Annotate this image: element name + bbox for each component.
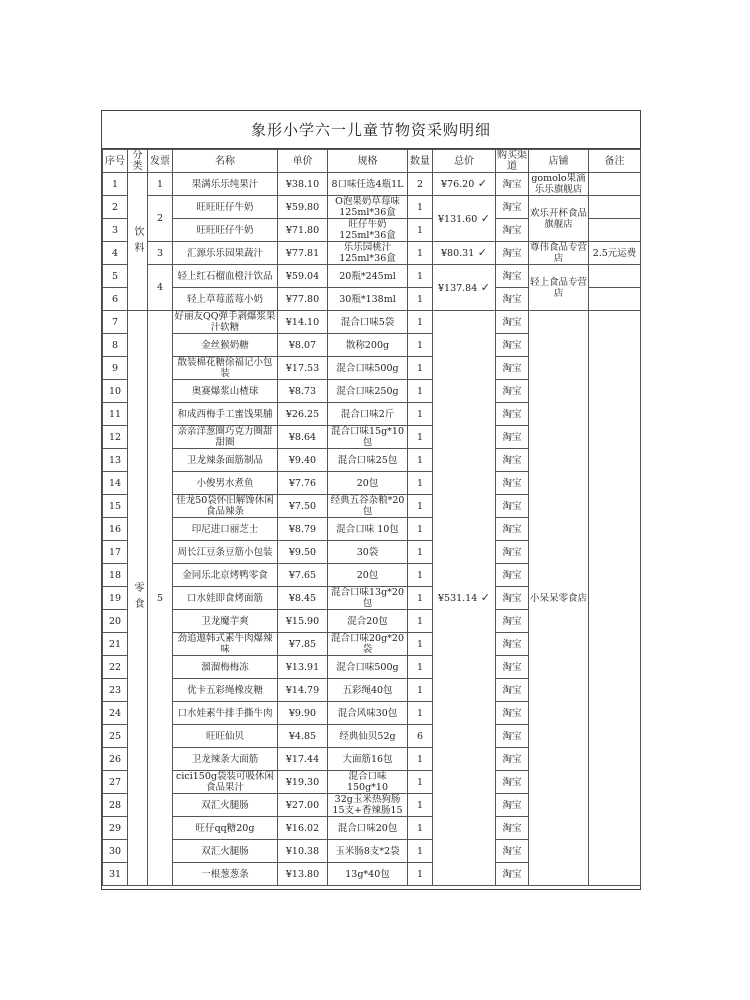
cell-store: 小呆呆零食店 [529,311,589,886]
cell-name: 和成西梅手工蜜饯果脯 [173,403,278,426]
cell-total [433,242,496,265]
cell-name: 双汇火腿肠 [173,840,278,863]
cell-price: ¥59.04 [278,265,328,288]
cell-spec: 散称200g [328,334,408,357]
cell-store: 尊伟食品专营店 [530,242,588,264]
cell-qty: 1 [408,472,433,495]
cell-no: 9 [103,357,128,380]
cell-qty: 6 [408,725,433,748]
cell-channel: 淘宝 [496,541,529,564]
cell-qty: 1 [408,817,433,840]
cell-no: 23 [103,679,128,702]
cell-qty: 2 [408,173,433,196]
cell-qty: 1 [408,518,433,541]
cell-price: ¥7.85 [278,633,328,656]
check-mark-icon: ✓ [477,591,490,604]
cell-name: 散装棉花糖徐福记小包装 [173,357,278,380]
cell-qty: 1 [408,610,433,633]
cell-price: ¥13.91 [278,656,328,679]
cell-price: ¥19.30 [278,771,328,794]
cell-price: ¥14.10 [278,311,328,334]
cell-note [589,311,641,886]
header-name: 名称 [173,150,278,173]
cell-qty: 1 [408,242,433,265]
cell-note [589,219,641,242]
cell-spec: 玉米肠8支*2袋 [328,840,408,863]
header-invoice: 发票 [148,150,173,173]
check-mark-icon: ✓ [477,280,490,294]
cell-spec: 30瓶*138ml [328,288,408,311]
cell-channel: 淘宝 [496,564,529,587]
cell-price: ¥8.07 [278,334,328,357]
cell-price: ¥7.65 [278,564,328,587]
cell-channel: 淘宝 [496,610,529,633]
cell-spec: 混合口味500g [328,357,408,380]
cell-qty: 1 [408,357,433,380]
cell-spec: 30袋 [328,541,408,564]
cell-no: 25 [103,725,128,748]
header-row [103,150,641,173]
cell-name: 卫龙魔芋爽 [173,610,278,633]
category-drinks: 饮料 [128,173,148,311]
cell-channel: 淘宝 [496,311,529,334]
invoice-3: 3 [148,242,173,265]
cell-spec: 混合口味13g*20包 [328,587,408,610]
cell-price: ¥7.50 [278,495,328,518]
cell-name: 奥赛爆浆山楂球 [173,380,278,403]
cell-price: ¥4.85 [278,725,328,748]
cell-price: ¥59.80 [278,196,328,219]
cell-spec: 混合风味30包 [328,702,408,725]
cell-note: 2.5元运费 [589,242,641,265]
cell-name: 金同乐北京烤鸭零食 [173,564,278,587]
cell-qty: 1 [408,265,433,288]
header-total: 总价 [433,150,496,173]
cell-no: 11 [103,403,128,426]
cell-no: 18 [103,564,128,587]
cell-qty: 1 [408,334,433,357]
cell-name: 旺旺仙贝 [173,725,278,748]
cell-channel: 淘宝 [496,725,529,748]
cell-no: 4 [103,242,128,265]
cell-channel: 淘宝 [496,794,529,817]
cell-no: 21 [103,633,128,656]
cell-spec: 混合口味 10包 [328,518,408,541]
cell-total [433,311,496,886]
cell-channel: 淘宝 [496,817,529,840]
total-value: ¥131.60 [437,213,478,225]
cell-spec: 混合口味150g*10 [328,771,408,794]
cell-no: 15 [103,495,128,518]
cell-qty: 1 [408,426,433,449]
cell-channel: 淘宝 [496,403,529,426]
cell-name: 卫龙辣条大面筋 [173,748,278,771]
cell-qty: 1 [408,564,433,587]
cell-store: 轻上食品专营店 [529,265,589,311]
table-row [103,311,641,334]
cell-name: 金丝猴奶糖 [173,334,278,357]
cell-channel: 淘宝 [496,357,529,380]
cell-no: 8 [103,334,128,357]
cell-price: ¥77.80 [278,288,328,311]
cell-name: 一根葱葱条 [173,863,278,886]
cell-price: ¥10.38 [278,840,328,863]
cell-note [589,265,641,288]
cell-qty: 1 [408,702,433,725]
cell-qty: 1 [408,633,433,656]
cell-channel: 淘宝 [496,771,529,794]
header-channel: 购买渠道 [497,150,527,172]
cell-name: 亲亲洋葱圈巧克力圈甜甜圈 [173,426,278,449]
cell-spec: 混合口味15g*10包 [328,426,408,449]
cell-price: ¥9.90 [278,702,328,725]
cell-no: 16 [103,518,128,541]
cell-price: ¥9.50 [278,541,328,564]
cell-price: ¥13.80 [278,863,328,886]
cell-price: ¥14.79 [278,679,328,702]
cell-qty: 1 [408,679,433,702]
cell-name: 旺仔qq糖20g [173,817,278,840]
total-value: ¥76.20 [441,179,475,190]
cell-no: 3 [103,219,128,242]
cell-spec: 20瓶*245ml [328,265,408,288]
cell-channel: 淘宝 [496,863,529,886]
cell-qty: 1 [408,748,433,771]
cell-spec: 混合口味500g [328,656,408,679]
header-price: 单价 [278,150,328,173]
check-mark-icon: ✓ [477,211,490,225]
cell-qty: 1 [408,403,433,426]
cell-qty: 1 [408,495,433,518]
cell-channel: 淘宝 [496,265,529,288]
cell-no: 30 [103,840,128,863]
cell-note [589,288,641,311]
cell-channel: 淘宝 [496,288,529,311]
total-value: ¥80.31 [441,248,475,259]
total-value: ¥137.84 [437,282,478,294]
cell-qty: 1 [408,196,433,219]
cell-qty: 1 [408,380,433,403]
check-mark-icon: ✓ [474,246,487,259]
header-spec: 规格 [328,150,408,173]
cell-qty: 1 [408,219,433,242]
cell-channel: 淘宝 [496,840,529,863]
cell-no: 24 [103,702,128,725]
cell-spec: 混合口味20g*20袋 [328,633,408,656]
cell-channel: 淘宝 [496,472,529,495]
cell-channel: 淘宝 [496,748,529,771]
cell-name: cici150g袋装可吸休闲食品果汁 [173,771,278,794]
cell-channel: 淘宝 [496,380,529,403]
sheet-title: 象形小学六一儿童节物资采购明细 [102,111,640,149]
cell-name: 汇源乐乐园果蔬汁 [173,242,278,265]
cell-no: 29 [103,817,128,840]
purchase-table [102,149,641,886]
cell-spec: 乐乐园桃汁125ml*36盒 [328,242,408,265]
cell-store: 欢乐开杯食品旗舰店 [529,196,589,242]
cell-channel: 淘宝 [496,587,529,610]
cell-spec: O泡果奶草莓味125ml*36盒 [328,196,408,219]
table-row [103,173,641,196]
cell-price: ¥15.90 [278,610,328,633]
cell-channel: 淘宝 [496,334,529,357]
table-body [103,173,641,886]
header-category: 分类 [128,150,148,173]
cell-name: 溜溜梅梅冻 [173,656,278,679]
cell-name: 好丽友QQ弹手剥爆浆果汁软糖 [174,311,276,333]
cell-channel: 淘宝 [496,173,529,196]
cell-no: 12 [103,426,128,449]
cell-no: 14 [103,472,128,495]
cell-qty: 1 [408,794,433,817]
header-qty: 数量 [408,150,433,173]
cell-name: 轻上红石榴血橙汁饮品 [173,265,278,288]
cell-spec: 混合口味5袋 [328,311,408,334]
cell-no: 7 [103,311,128,334]
cell-no: 17 [103,541,128,564]
cell-no: 10 [103,380,128,403]
cell-spec: 经典五谷杂粮*20包 [328,495,408,518]
cell-price: ¥38.10 [278,173,328,196]
cell-name: 双汇火腿肠 [173,794,278,817]
total-value: ¥531.14 [437,593,478,604]
cell-qty: 1 [408,587,433,610]
cell-price: ¥8.73 [278,380,328,403]
cell-name: 劲追遨韩式素牛肉爆辣味 [173,633,278,656]
cell-channel: 淘宝 [496,518,529,541]
cell-spec: 混合口味250g [328,380,408,403]
cell-qty: 1 [408,840,433,863]
cell-price: ¥17.53 [278,357,328,380]
cell-no: 27 [103,771,128,794]
cell-spec: 8口味任选4瓶1L [328,173,408,196]
cell-no: 22 [103,656,128,679]
table-row [103,196,641,219]
cell-no: 20 [103,610,128,633]
cell-spec: 五彩绳40包 [328,679,408,702]
table-row [103,265,641,288]
cell-no: 13 [103,449,128,472]
cell-price: ¥27.00 [278,794,328,817]
cell-spec: 20包 [328,472,408,495]
invoice-5: 5 [148,311,173,886]
cell-name: 旺旺旺仔牛奶 [173,196,278,219]
cell-no: 26 [103,748,128,771]
cell-channel: 淘宝 [496,219,529,242]
cell-price: ¥9.40 [278,449,328,472]
cell-channel: 淘宝 [496,426,529,449]
cell-channel: 淘宝 [496,633,529,656]
cell-name: 周长江豆条豆筋小包装 [173,541,278,564]
cell-qty: 1 [408,311,433,334]
invoice-1: 1 [148,173,173,196]
cell-name: 口水娃即食烤面筋 [173,587,278,610]
cell-total [433,265,496,311]
cell-channel: 淘宝 [496,656,529,679]
cell-no: 19 [103,587,128,610]
cell-price: ¥26.25 [278,403,328,426]
cell-store: gomolo果滴乐乐旗舰店 [529,173,589,196]
cell-no: 6 [103,288,128,311]
cell-price: ¥17.44 [278,748,328,771]
cell-channel: 淘宝 [496,495,529,518]
cell-total [433,196,496,242]
cell-name: 轻上草莓蓝莓小奶 [173,288,278,311]
cell-price: ¥71.80 [278,219,328,242]
cell-note [589,173,641,196]
header-store: 店铺 [529,150,589,173]
cell-name: 印尼进口丽芝士 [173,518,278,541]
cell-spec: 20包 [328,564,408,587]
cell-price: ¥8.45 [278,587,328,610]
purchase-sheet [101,110,641,890]
cell-qty: 1 [408,449,433,472]
cell-spec: 经典仙贝52g [328,725,408,748]
category-snacks: 零食 [128,311,148,886]
cell-price: ¥77.81 [278,242,328,265]
cell-qty: 1 [408,656,433,679]
cell-no: 28 [103,794,128,817]
cell-name: 佳龙50袋怀旧解馋休闲食品辣条 [173,495,278,518]
cell-spec: 大面筋16包 [328,748,408,771]
cell-price: ¥16.02 [278,817,328,840]
cell-no: 2 [103,196,128,219]
cell-qty: 1 [408,288,433,311]
check-mark-icon: ✓ [474,177,487,190]
invoice-2: 2 [148,196,173,242]
cell-qty: 1 [408,771,433,794]
cell-name: 卫龙辣条面筋制品 [173,449,278,472]
cell-no: 31 [103,863,128,886]
cell-no: 1 [103,173,128,196]
invoice-4: 4 [148,265,173,311]
cell-channel: 淘宝 [496,679,529,702]
cell-name: 小俊男水煮鱼 [173,472,278,495]
cell-name: 口水娃素牛排手撕牛肉 [173,702,278,725]
cell-spec: 旺仔牛奶125ml*36盒 [328,219,408,242]
cell-note [589,196,641,219]
cell-spec: 混合口味25包 [328,449,408,472]
cell-spec: 32g玉米热狗肠15支+香辣肠15 [328,794,408,817]
header-notes: 备注 [589,150,641,173]
cell-name: 果满乐乐纯果汁 [173,173,278,196]
cell-channel: 淘宝 [496,702,529,725]
cell-spec: 混合口味2斤 [328,403,408,426]
cell-channel: 淘宝 [496,242,529,265]
cell-spec: 13g*40包 [328,863,408,886]
cell-price: ¥8.79 [278,518,328,541]
cell-channel: 淘宝 [496,449,529,472]
cell-qty: 1 [408,541,433,564]
cell-spec: 混合口味20包 [328,817,408,840]
cell-name: 旺旺旺仔牛奶 [173,219,278,242]
cell-total [433,173,496,196]
cell-price: ¥7.76 [278,472,328,495]
cell-price: ¥8.64 [278,426,328,449]
cell-no: 5 [103,265,128,288]
cell-channel: 淘宝 [496,196,529,219]
table-row [103,242,641,265]
cell-spec: 混合20包 [328,610,408,633]
cell-qty: 1 [408,863,433,886]
cell-name: 优卡五彩绳橡皮糖 [173,679,278,702]
header-no: 序号 [103,150,128,173]
